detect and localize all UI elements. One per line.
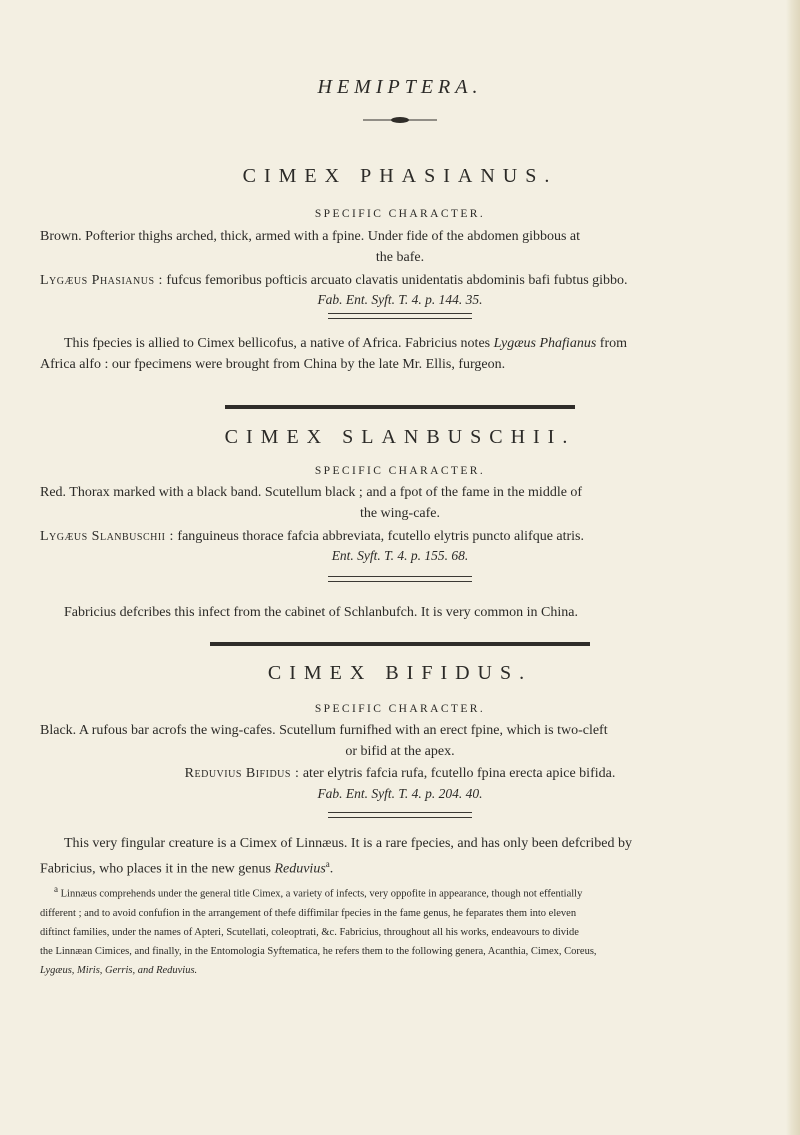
latin-species-name: Lygæus Slanbuschii : bbox=[40, 529, 174, 544]
english-line-cont: or bifid at the apex. bbox=[345, 744, 455, 759]
section-title-cimex-bifidus: CIMEX BIFIDUS. bbox=[267, 662, 533, 684]
footnote-line: Lygæus, Miris, Gerris, and Reduvius. bbox=[40, 964, 198, 976]
english-line-cont: the bafe. bbox=[375, 250, 425, 265]
latin-species-name: Reduvius Bifidus : bbox=[184, 766, 300, 781]
fabricius-reference: Fab. Ent. Syft. T. 4. p. 204. 40. bbox=[317, 786, 483, 801]
footnote-line: diftinct families, under the names of Apteri, Scutellati, coleoptrati, &c. Fabricius, throughout all his works, endeavours to divide bbox=[40, 926, 579, 938]
double-rule bbox=[328, 313, 472, 319]
english-description bbox=[40, 226, 760, 268]
latin-species-name: Lygæus Phasianus : bbox=[40, 273, 163, 288]
observation-paragraph bbox=[40, 833, 760, 880]
observation-paragraph bbox=[40, 333, 760, 375]
double-rule bbox=[328, 576, 472, 582]
specific-character-heading: SPECIFIC CHARACTER. bbox=[314, 208, 486, 220]
section-divider bbox=[225, 405, 575, 409]
latin-text: ater elytris fafcia rufa, fcutello fpina erecta apice bifida. bbox=[299, 766, 616, 781]
note-text: from bbox=[596, 336, 627, 351]
footnote-line bbox=[40, 880, 760, 904]
english-line: Brown. Pofterior thighs arched, thick, armed with a fpine. Under fide of the abdomen gibbous at bbox=[40, 229, 581, 244]
note-species: Lygæus Phafianus bbox=[493, 336, 597, 351]
fabricius-reference: Fab. Ent. Syft. T. 4. p. 144. 35. bbox=[317, 292, 483, 307]
english-description bbox=[40, 720, 760, 762]
ornament-flourish bbox=[363, 116, 437, 124]
english-line: Black. A rufous bar acrofs the wing-cafes. Scutellum furnifhed with an erect fpine, which is two-cleft bbox=[40, 723, 608, 738]
note-text: This fpecies is allied to Cimex bellicofus, a native of Africa. Fabricius notes bbox=[64, 336, 494, 351]
english-line-cont: the wing-cafe. bbox=[359, 506, 441, 521]
latin-text: fufcus femoribus pofticis arcuato clavatis unidentatis abdominis bafi fubtus gibbo. bbox=[162, 273, 628, 288]
specific-character-heading: SPECIFIC CHARACTER. bbox=[314, 703, 486, 715]
footnote-marker: a bbox=[325, 859, 330, 869]
double-rule bbox=[328, 812, 472, 818]
latin-description bbox=[40, 763, 760, 784]
note-text: This very fingular creature is a Cimex of Linnæus. It is a rare fpecies, and has only been defcribed by bbox=[64, 836, 632, 851]
specific-character-heading: SPECIFIC CHARACTER. bbox=[314, 465, 486, 477]
latin-text: fanguineus thorace fafcia abbreviata, fcutello elytris puncto alifque atris. bbox=[173, 529, 585, 544]
footnote-line: the Linnæan Cimices, and finally, in the Entomologia Syftematica, he refers them to the following genera, Acanthia, Cimex, Coreus, bbox=[40, 945, 597, 957]
section-title-cimex-phasianus: CIMEX PHASIANUS. bbox=[242, 165, 558, 187]
note-genus: Reduvius bbox=[274, 861, 326, 877]
footnote-marker: a bbox=[54, 884, 58, 894]
note-text: Fabricius defcribes this infect from the cabinet of Schlanbufch. It is very common in China. bbox=[64, 605, 578, 620]
latin-description bbox=[40, 526, 760, 547]
footnote-line: different ; and to avoid confufion in the arrangement of thefe diffimilar fpecies in the fame genus, he feparates them into eleven bbox=[40, 907, 577, 919]
section-divider bbox=[210, 642, 590, 646]
english-description bbox=[40, 482, 760, 524]
observation-paragraph bbox=[40, 602, 760, 623]
english-line: Red. Thorax marked with a black band. Scutellum black ; and a fpot of the fame in the middle of bbox=[40, 485, 583, 500]
note-text: . bbox=[329, 861, 334, 877]
note-text: Africa alfo : our fpecimens were brought from China by the late Mr. Ellis, furgeon. bbox=[40, 357, 506, 372]
running-head: HEMIPTERA. bbox=[317, 76, 483, 98]
fabricius-reference: Ent. Syft. T. 4. p. 155. 68. bbox=[331, 548, 469, 563]
section-title-cimex-slanbuschii: CIMEX SLANBUSCHII. bbox=[224, 426, 576, 448]
footnote bbox=[40, 880, 760, 980]
footnote-text: Linnæus comprehends under the general title Cimex, a variety of infects, very oppofite in appearance, though not effentially bbox=[58, 888, 583, 900]
note-text: Fabricius, who places it in the new genus bbox=[40, 861, 275, 877]
latin-description bbox=[40, 270, 760, 291]
